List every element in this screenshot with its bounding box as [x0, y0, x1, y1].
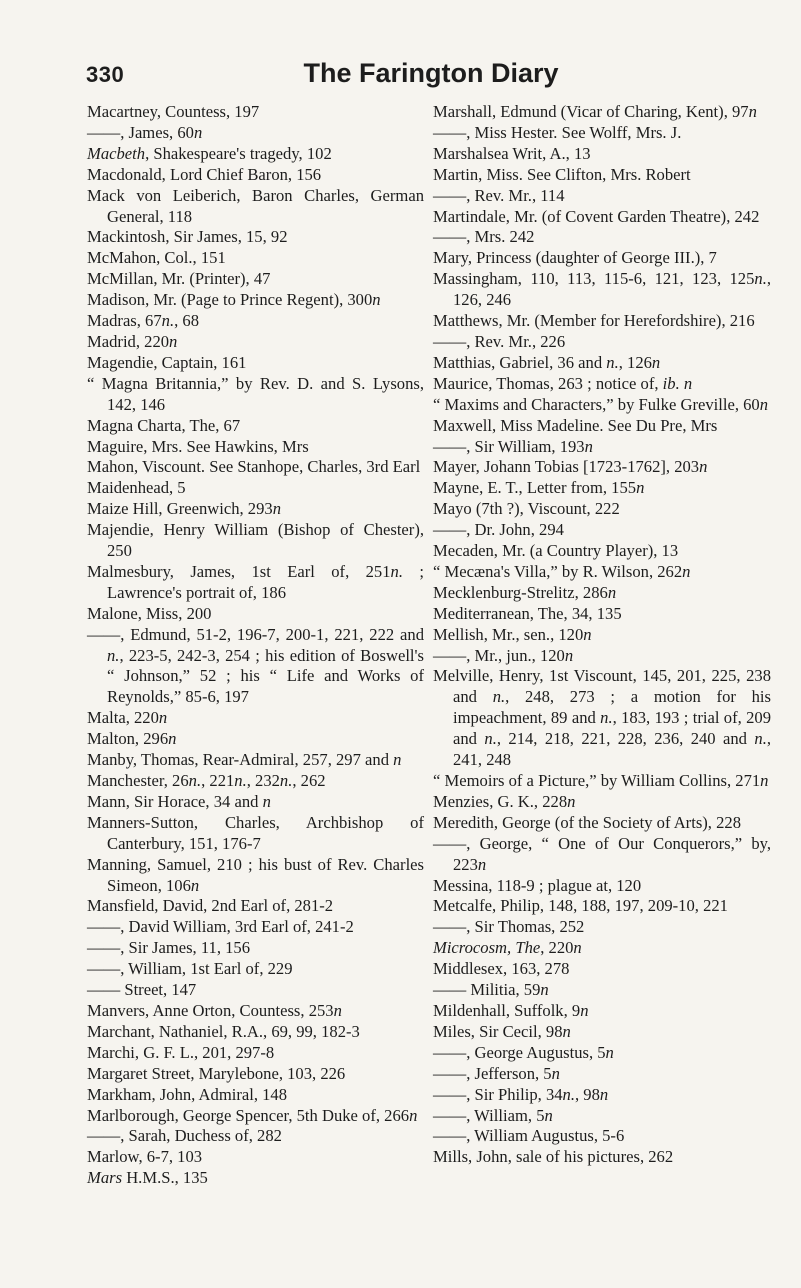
index-entry: Markham, John, Admiral, 148	[87, 1084, 288, 1104]
index-entry: Mackintosh, Sir James, 15, 92	[87, 227, 288, 247]
index-entry: Mahon, Viscount. See Stanhope, Charles, 3rd Earl	[87, 457, 421, 477]
index-entry: Manvers, Anne Orton, Countess, 253n	[87, 1000, 342, 1020]
index-entry: Malone, Miss, 200	[87, 603, 212, 623]
index-entry: Mack von Leiberich, Baron Charles, German General, 118	[87, 185, 424, 226]
index-entry: Mecaden, Mr. (a Country Player), 13	[433, 541, 679, 561]
index-entry: ——, Sir Thomas, 252	[433, 917, 585, 937]
index-entry: Mills, John, sale of his pictures, 262	[433, 1147, 674, 1167]
index-entry: Malta, 220n	[87, 708, 168, 728]
index-entry: Mansfield, David, 2nd Earl of, 281-2	[87, 896, 334, 916]
index-entry: ——, Sarah, Duchess of, 282	[87, 1126, 282, 1146]
index-entry: Mayo (7th ?), Viscount, 222	[433, 499, 620, 519]
index-column-right	[433, 102, 771, 1168]
index-entry: Mann, Sir Horace, 34 and n	[87, 791, 271, 811]
index-entry: ——, Miss Hester. See Wolff, Mrs. J.	[433, 122, 682, 142]
index-entry: McMillan, Mr. (Printer), 47	[87, 269, 271, 289]
index-entry: ——, Mrs. 242	[433, 227, 535, 247]
index-entry: Marchi, G. F. L., 201, 297-8	[87, 1042, 275, 1062]
index-entry: Magna Charta, The, 67	[87, 415, 241, 435]
index-entry: Massingham, 110, 113, 115-6, 121, 123, 125n., 126, 246	[433, 269, 771, 310]
index-entry: “ Magna Britannia,” by Rev. D. and S. Lysons, 142, 146	[87, 373, 424, 414]
index-entry: Marchant, Nathaniel, R.A., 69, 99, 182-3	[87, 1021, 360, 1041]
index-entry: Macartney, Countess, 197	[87, 102, 260, 121]
index-entry: ——, Dr. John, 294	[433, 520, 564, 540]
index-entry: Mars H.M.S., 135	[87, 1168, 208, 1188]
index-entry: ——, Edmund, 51-2, 196-7, 200-1, 221, 222 and n., 223-5, 242-3, 254 ; his edition of Boswell's “ Johnson,” 52 ; his “ Life and Works of Reynolds,” 85-6, 197	[87, 624, 424, 707]
index-entry: Marshall, Edmund (Vicar of Charing, Kent), 97n	[433, 102, 757, 121]
index-entry: Mellish, Mr., sen., 120n	[433, 624, 592, 644]
index-entry: Matthias, Gabriel, 36 and n., 126n	[433, 352, 661, 372]
index-entry: Malmesbury, James, 1st Earl of, 251n. ; Lawrence's portrait of, 186	[87, 561, 424, 602]
index-entry: Miles, Sir Cecil, 98n	[433, 1021, 571, 1041]
index-entry: ——, George, “ One of Our Conquerors,” by, 223n	[433, 833, 771, 874]
index-entry: “ Memoirs of a Picture,” by William Collins, 271n	[433, 771, 769, 790]
index-entry: —— Street, 147	[87, 980, 197, 1000]
index-entry: Manby, Thomas, Rear-Admiral, 257, 297 and n	[87, 750, 402, 770]
index-entry: ——, David William, 3rd Earl of, 241-2	[87, 917, 354, 937]
index-entry: ——, Sir James, 11, 156	[87, 938, 251, 958]
index-entry: Marlborough, George Spencer, 5th Duke of, 266n	[87, 1105, 418, 1125]
index-entry: “ Mecæna's Villa,” by R. Wilson, 262n	[433, 561, 691, 581]
index-entry: Manners-Sutton, Charles, Archbishop of Canterbury, 151, 176-7	[87, 812, 424, 853]
index-entry: Mary, Princess (daughter of George III.), 7	[433, 248, 717, 268]
index-entry: Metcalfe, Philip, 148, 188, 197, 209-10, 221	[433, 896, 728, 916]
index-entry: Maxwell, Miss Madeline. See Du Pre, Mrs	[433, 415, 718, 435]
running-title: The Farington Diary	[303, 58, 559, 88]
index-entry: Messina, 118-9 ; plague at, 120	[433, 875, 642, 895]
index-entry: Majendie, Henry William (Bishop of Chester), 250	[87, 520, 424, 561]
index-entry: McMahon, Col., 151	[87, 248, 226, 268]
index-entry: Mayne, E. T., Letter from, 155n	[433, 478, 645, 498]
index-entry: Manning, Samuel, 210 ; his bust of Rev. Charles Simeon, 106n	[87, 854, 424, 895]
index-entry: ——, Jefferson, 5n	[433, 1063, 560, 1083]
index-entry: ——, William, 1st Earl of, 229	[87, 959, 293, 979]
index-entry: Mecklenburg-Strelitz, 286n	[433, 582, 617, 602]
index-entry: Manchester, 26n., 221n., 232n., 262	[87, 771, 326, 790]
index-entry: ——, James, 60n	[87, 122, 203, 142]
index-entry: Magendie, Captain, 161	[87, 352, 247, 372]
index-entry: Martindale, Mr. (of Covent Garden Theatre), 242	[433, 206, 760, 226]
index-entry: Madison, Mr. (Page to Prince Regent), 300n	[87, 290, 381, 310]
index-entry: “ Maxims and Characters,” by Fulke Greville, 60n	[433, 394, 769, 414]
index-entry: Mediterranean, The, 34, 135	[433, 603, 622, 623]
index-entry: Martin, Miss. See Clifton, Mrs. Robert	[433, 164, 691, 184]
index-entry: Madrid, 220n	[87, 331, 178, 351]
index-entry: Margaret Street, Marylebone, 103, 226	[87, 1063, 346, 1083]
index-entry: ——, Rev. Mr., 114	[433, 185, 565, 205]
index-entry: Melville, Henry, 1st Viscount, 145, 201, 225, 238 and n., 248, 273 ; a motion for his impeachment, 89 and n., 183, 193 ; trial of, 209 and n., 214, 218, 221, 228, 236, 240 and n., 241, 248	[433, 666, 772, 770]
page-header	[86, 58, 776, 94]
index-entry: Maurice, Thomas, 263 ; notice of, ib. n	[433, 373, 693, 393]
index-entry: Microcosm, The, 220n	[433, 938, 582, 958]
index-entry: Mildenhall, Suffolk, 9n	[433, 1000, 589, 1020]
index-entry: Malton, 296n	[87, 729, 177, 749]
index-entry: ——, Mr., jun., 120n	[433, 645, 574, 665]
index-entry: ——, Rev. Mr., 226	[433, 331, 566, 351]
index-entry: —— Militia, 59n	[433, 980, 549, 1000]
index-entry: Meredith, George (of the Society of Arts), 228	[433, 812, 741, 832]
index-entry: Maguire, Mrs. See Hawkins, Mrs	[87, 436, 309, 456]
index-entry: Maidenhead, 5	[87, 478, 186, 498]
index-entry: Matthews, Mr. (Member for Herefordshire), 216	[433, 311, 755, 331]
index-entry: Menzies, G. K., 228n	[433, 791, 576, 811]
index-entry: Mayer, Johann Tobias [1723-1762], 203n	[433, 457, 708, 477]
index-entry: Marlow, 6-7, 103	[87, 1147, 203, 1167]
index-entry: ——, William Augustus, 5-6	[433, 1126, 625, 1146]
page-number: 330	[86, 62, 125, 87]
index-entry: Middlesex, 163, 278	[433, 959, 570, 979]
index-entry: ——, Sir William, 193n	[433, 436, 593, 456]
index-entry: Maize Hill, Greenwich, 293n	[87, 499, 281, 519]
index-entry: Marshalsea Writ, A., 13	[433, 143, 591, 163]
index-entry: ——, George Augustus, 5n	[433, 1042, 614, 1062]
index-entry: Macbeth, Shakespeare's tragedy, 102	[87, 143, 332, 163]
index-entry: Macdonald, Lord Chief Baron, 156	[87, 164, 322, 184]
index-entry: ——, Sir Philip, 34n., 98n	[433, 1084, 609, 1104]
index-entry: ——, William, 5n	[433, 1105, 553, 1125]
index-column-left	[87, 102, 424, 1189]
index-entry: Madras, 67n., 68	[87, 311, 199, 331]
